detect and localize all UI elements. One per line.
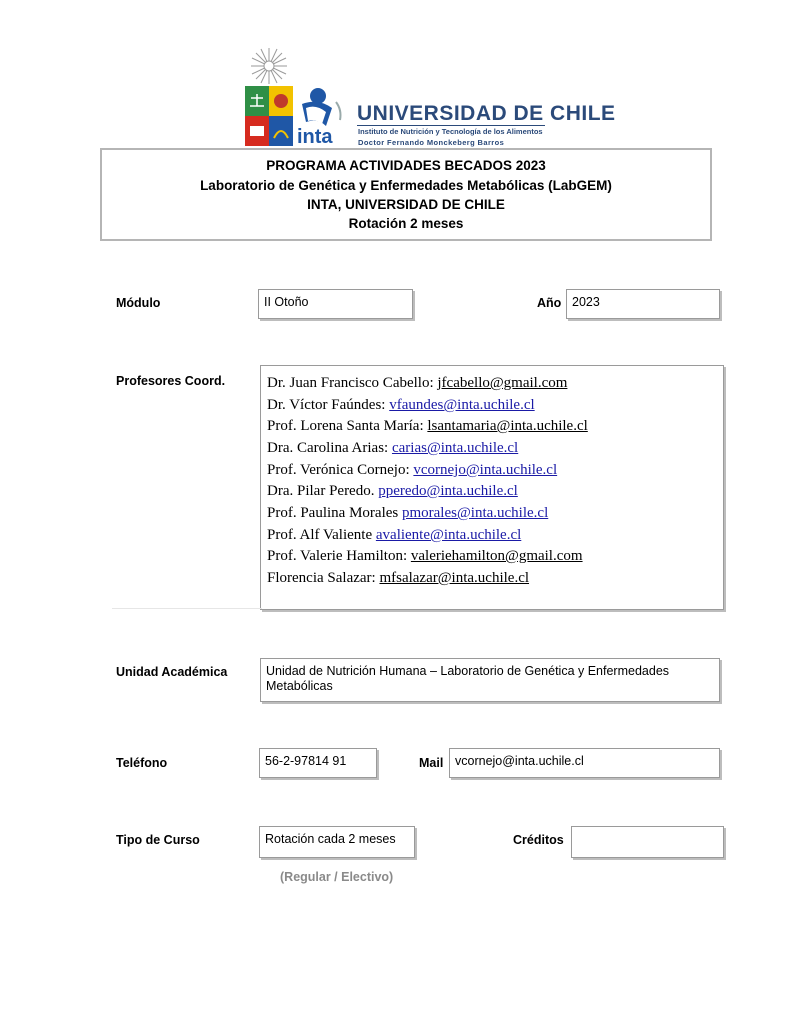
inta-logo-icon <box>296 86 354 146</box>
professor-item <box>267 460 557 480</box>
professor-item <box>267 395 535 415</box>
inta-logo-text: inta <box>297 126 333 146</box>
professor-item <box>267 503 548 523</box>
professor-email[interactable]: lsantamaria@inta.uchile.cl <box>427 418 588 434</box>
professor-name: Florencia Salazar: <box>267 570 380 586</box>
lab-title: Laboratorio de Genética y Enfermedades Metabólicas (LabGEM) <box>200 178 612 193</box>
modulo-label: Módulo <box>116 296 161 310</box>
professor-email-link[interactable]: vcornejo@inta.uchile.cl <box>413 462 558 478</box>
professor-item <box>267 546 583 566</box>
unidad-field[interactable]: Unidad de Nutrición Humana – Laboratorio de Genética y Enfermedades Metabólicas <box>260 658 720 702</box>
tipo-curso-hint: (Regular / Electivo) <box>280 870 394 884</box>
professor-email-link[interactable]: pmorales@inta.uchile.cl <box>401 505 549 521</box>
anio-label: Año <box>537 296 562 310</box>
professor-name: Dra. Pilar Peredo. <box>267 483 379 499</box>
telefono-field[interactable]: 56-2-97814 91 <box>259 748 377 778</box>
creditos-field[interactable] <box>571 826 724 858</box>
professor-name: Prof. Paulina Morales <box>267 505 402 521</box>
professor-email[interactable]: jfcabello@gmail.com <box>437 375 568 391</box>
mail-label: Mail <box>419 756 444 770</box>
unidad-label: Unidad Académica <box>116 665 228 679</box>
profesores-label: Profesores Coord. <box>116 374 226 388</box>
professor-name: Dr. Víctor Faúndes: <box>267 397 390 413</box>
professor-item <box>267 525 521 545</box>
anio-field[interactable]: 2023 <box>566 289 720 319</box>
professor-email[interactable]: valeriehamilton@gmail.com <box>410 548 583 564</box>
professor-item <box>267 416 588 436</box>
professor-name: Prof. Lorena Santa María: <box>267 418 428 434</box>
professors-list <box>260 365 724 610</box>
professor-name: Dra. Carolina Arias: <box>267 440 392 456</box>
tipo-curso-label: Tipo de Curso <box>116 833 200 847</box>
institution-title: INTA, UNIVERSIDAD DE CHILE <box>307 197 505 212</box>
section-divider <box>112 608 262 609</box>
header-divider <box>357 125 545 126</box>
professor-item <box>267 481 518 501</box>
telefono-label: Teléfono <box>116 756 168 770</box>
university-name: UNIVERSIDAD DE CHILE <box>357 102 616 125</box>
professor-name: Prof. Valerie Hamilton: <box>267 548 411 564</box>
tipo-curso-field[interactable]: Rotación cada 2 meses <box>259 826 415 858</box>
professor-name: Dr. Juan Francisco Cabello: <box>267 375 438 391</box>
professor-item <box>267 568 529 588</box>
institute-name: Instituto de Nutrición y Tecnología de los Alimentos <box>358 127 543 136</box>
program-title: PROGRAMA ACTIVIDADES BECADOS 2023 <box>266 158 546 173</box>
professor-email-link[interactable]: carias@inta.uchile.cl <box>391 440 519 456</box>
program-title-box <box>100 148 712 241</box>
creditos-label: Créditos <box>513 833 564 847</box>
professor-name: Prof. Verónica Cornejo: <box>267 462 414 478</box>
university-seal-icon <box>244 46 294 146</box>
professor-name: Prof. Alf Valiente <box>267 527 376 543</box>
rotation-title: Rotación 2 meses <box>348 216 464 231</box>
professor-item <box>267 373 567 393</box>
professor-email-link[interactable]: avaliente@inta.uchile.cl <box>375 527 522 543</box>
professor-email[interactable]: mfsalazar@inta.uchile.cl <box>379 570 530 586</box>
modulo-field[interactable]: II Otoño <box>258 289 413 319</box>
professor-email-link[interactable]: pperedo@inta.uchile.cl <box>378 483 518 499</box>
professor-email-link[interactable]: vfaundes@inta.uchile.cl <box>389 397 535 413</box>
mail-field[interactable]: vcornejo@inta.uchile.cl <box>449 748 720 778</box>
professor-item <box>267 438 518 458</box>
institute-named-after: Doctor Fernando Monckeberg Barros <box>358 138 505 147</box>
